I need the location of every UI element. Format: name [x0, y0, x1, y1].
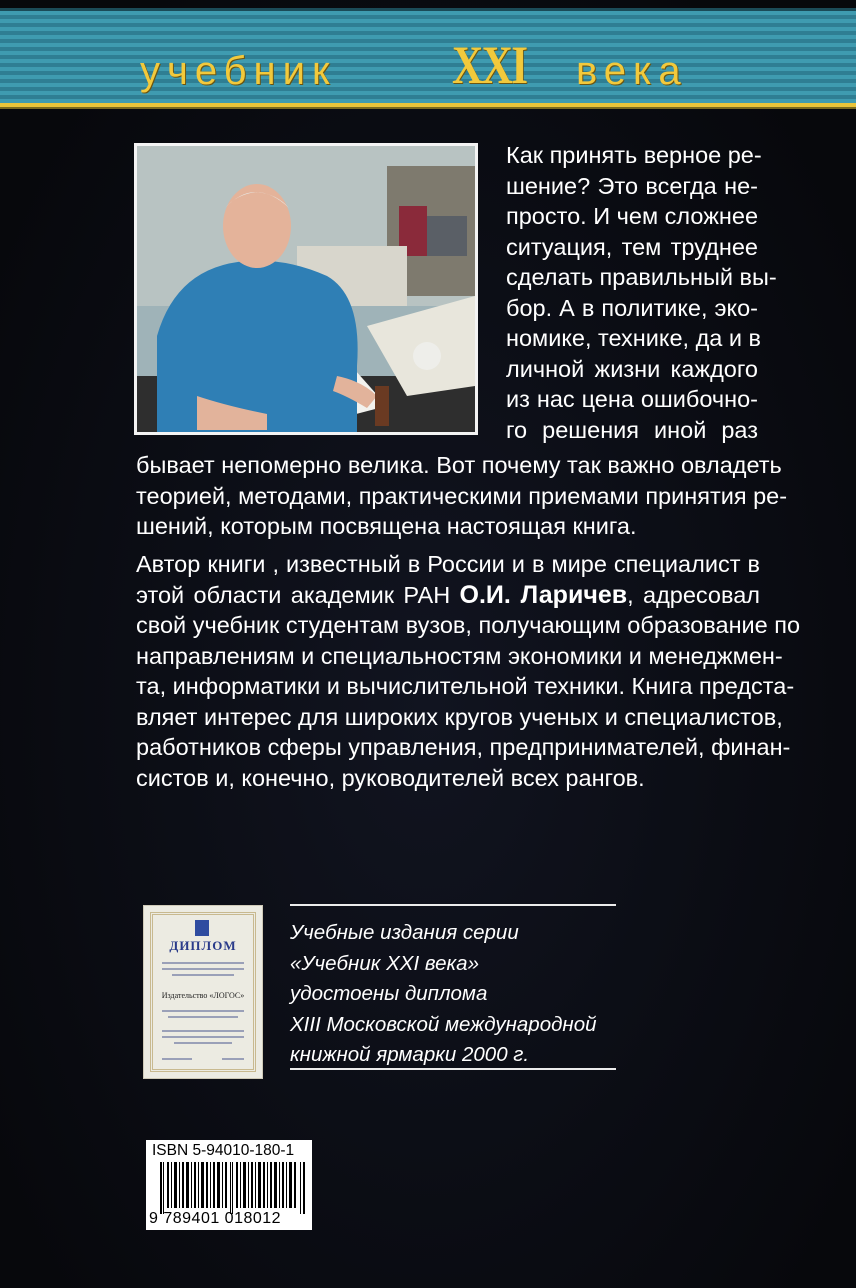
- diploma-text-line: [162, 1036, 244, 1038]
- diploma-text-line: [162, 968, 244, 970]
- author-line: та, информатики и вычислительной техники. Книга предста-: [136, 673, 795, 699]
- author-name: О.И. Ларичев: [459, 580, 628, 609]
- author-line: Автор книги , известный в России и в мире специалист в: [136, 551, 760, 577]
- diploma-text-line: [168, 1016, 238, 1018]
- isbn-label: ISBN 5-94010-180-1: [152, 1142, 295, 1159]
- intro-line: шение? Это всегда не-: [506, 172, 758, 199]
- author-line: направлениям и специальностям экономики и менеджмен-: [136, 642, 783, 669]
- intro-line: номике, технике, да и в: [506, 325, 762, 351]
- caption-line: удостоены диплома: [290, 982, 488, 1005]
- author-paragraph: [136, 549, 801, 793]
- author-line-with-name: [136, 580, 760, 611]
- caption-line: книжной ярмарки 2000 г.: [290, 1043, 530, 1066]
- intro-line: личной жизни каждого: [506, 355, 758, 382]
- caption-line: XIII Московской международной: [290, 1012, 597, 1036]
- description-line: теорией, методами, практическими приемами принятия ре-: [136, 482, 788, 509]
- banner-text-century: XXI: [452, 35, 527, 95]
- banner-text-left: учебник: [140, 49, 337, 93]
- award-caption: [290, 918, 620, 1071]
- author-photo-image: [137, 146, 475, 432]
- intro-text: [506, 140, 777, 445]
- diploma-image: [143, 905, 263, 1079]
- description-line: бывает непомерно велика. Вот почему так важно овладеть: [136, 452, 782, 478]
- diploma-text-line: [162, 1010, 244, 1012]
- diploma-text-line: [174, 1042, 232, 1044]
- intro-line: бор. А в политике, эко-: [506, 294, 758, 321]
- isbn-barcode-box: [146, 1140, 312, 1230]
- author-line: работников сферы управления, предпринимателей, финан-: [136, 734, 791, 760]
- author-line: вляет интерес для широких кругов ученых и специалистов,: [136, 703, 783, 730]
- caption-line: «Учебник XXI века»: [290, 951, 479, 975]
- author-line-prefix: этой области академик РАН: [136, 581, 451, 608]
- series-banner: [0, 8, 856, 107]
- caption-line: Учебные издания серии: [290, 921, 519, 944]
- diploma-logo-icon: [195, 920, 209, 936]
- intro-line: ситуация, тем труднее: [506, 233, 758, 260]
- diploma-text-line: [162, 1030, 244, 1032]
- intro-line: Как принять верное ре-: [506, 142, 762, 168]
- diploma-text-line: [172, 974, 234, 976]
- intro-line: го решения иной раз: [506, 416, 758, 443]
- author-photo: [134, 143, 478, 435]
- caption-bottom-rule: [290, 1068, 616, 1070]
- banner-text-right: века: [576, 49, 688, 93]
- diploma-text-line: [162, 1058, 192, 1060]
- description-text: [136, 450, 788, 542]
- diploma-text-line: [222, 1058, 244, 1060]
- barcode-icon: [160, 1162, 306, 1214]
- description-line: шений, которым посвящена настоящая книга.: [136, 513, 637, 539]
- author-line-suffix: , адресовал: [627, 581, 760, 608]
- intro-line: просто. И чем сложнее: [506, 203, 759, 229]
- diploma-title: ДИПЛОМ: [169, 938, 237, 953]
- author-line: свой учебник студентам вузов, получающим образование по: [136, 612, 801, 638]
- intro-line: из нас цена ошибочно-: [506, 386, 758, 412]
- intro-line: сделать правильный вы-: [506, 264, 777, 290]
- diploma-text-line: [162, 962, 244, 964]
- diploma-publisher: Издательство «ЛОГОС»: [161, 991, 245, 1000]
- barcode-digits: 9 789401 018012: [149, 1210, 282, 1227]
- caption-top-rule: [290, 904, 616, 906]
- author-line: систов и, конечно, руководителей всех рангов.: [136, 764, 645, 791]
